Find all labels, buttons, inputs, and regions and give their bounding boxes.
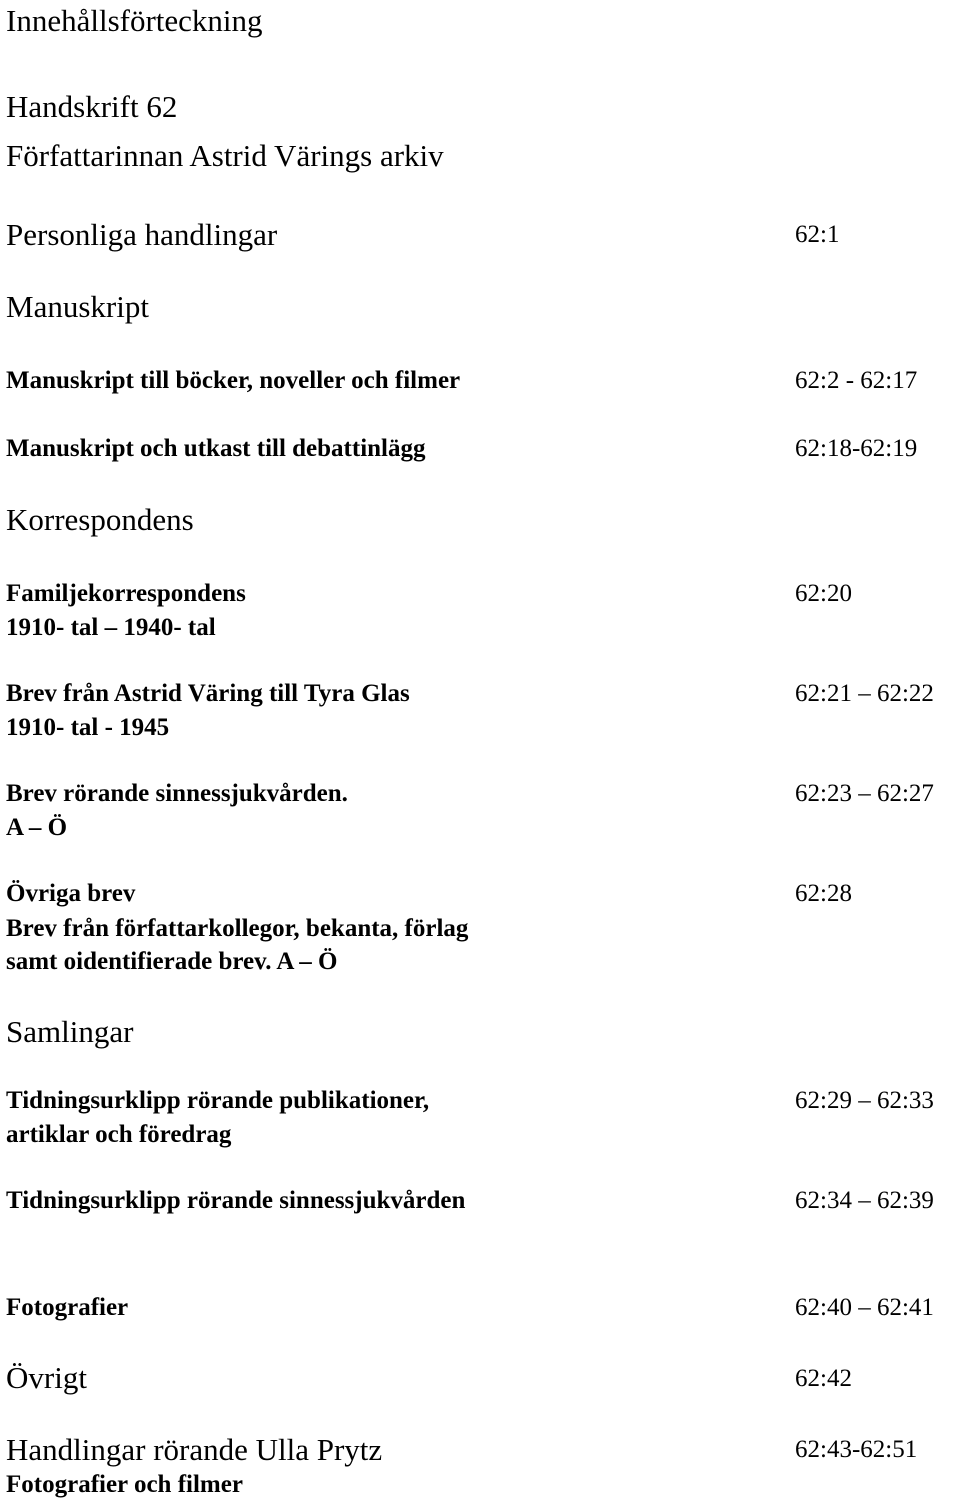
toc-entry-title: Handlingar rörande Ulla Prytz (6, 1432, 383, 1467)
toc-entry-ref: 62:21 – 62:22 (795, 680, 934, 707)
toc-entry-title: Familjekorrespondens (6, 580, 246, 607)
toc-entry-subtitle: Brev från författarkollegor, bekanta, förlag (6, 915, 469, 942)
toc-entry-subtitle: artiklar och föredrag (6, 1121, 232, 1148)
toc-entry-ref: 62:28 (795, 880, 852, 907)
toc-entry-title: Tidningsurklipp rörande sinnessjukvården (6, 1187, 466, 1214)
section-heading-collections: Samlingar (6, 1014, 134, 1049)
toc-entry-title: Brev rörande sinnessjukvården. (6, 780, 348, 807)
toc-entry-subtitle: Fotografier och filmer (6, 1471, 243, 1498)
section-ref-other: 62:42 (795, 1365, 852, 1392)
toc-entry-ref: 62:29 – 62:33 (795, 1087, 934, 1114)
toc-entry-title: Tidningsurklipp rörande publikationer, (6, 1087, 430, 1114)
archive-name: Författarinnan Astrid Värings arkiv (6, 138, 444, 173)
section-heading-manuscripts: Manuskript (6, 289, 149, 324)
section-heading-other: Övrigt (6, 1360, 87, 1395)
toc-entry-ref: 62:2 - 62:17 (795, 367, 918, 394)
toc-entry-subtitle: 1910- tal – 1940- tal (6, 614, 216, 641)
toc-entry-title: Övriga brev (6, 880, 136, 907)
toc-entry-title: Manuskript till böcker, noveller och filmer (6, 367, 461, 394)
section-ref-photos: 62:40 – 62:41 (795, 1294, 934, 1321)
toc-entry-ref: 62:20 (795, 580, 852, 607)
toc-entry-ref: 62:18-62:19 (795, 435, 918, 462)
toc-entry-ref: 62:34 – 62:39 (795, 1187, 934, 1214)
archive-id: Handskrift 62 (6, 89, 178, 124)
toc-entry-ref: 62:43-62:51 (795, 1436, 918, 1463)
section-heading-personal: Personliga handlingar (6, 217, 278, 252)
toc-entry-subtitle: A – Ö (6, 814, 68, 841)
section-heading-photos: Fotografier (6, 1294, 129, 1321)
toc-entry-title: Brev från Astrid Väring till Tyra Glas (6, 680, 410, 707)
toc-entry-subtitle: samt oidentifierade brev. A – Ö (6, 948, 338, 975)
toc-entry-title: Manuskript och utkast till debattinlägg (6, 435, 426, 462)
page-title: Innehållsförteckning (6, 3, 263, 38)
section-heading-correspondence: Korrespondens (6, 502, 194, 537)
toc-entry-ref: 62:23 – 62:27 (795, 780, 934, 807)
toc-entry-subtitle: 1910- tal - 1945 (6, 714, 170, 741)
section-ref-personal: 62:1 (795, 221, 840, 248)
